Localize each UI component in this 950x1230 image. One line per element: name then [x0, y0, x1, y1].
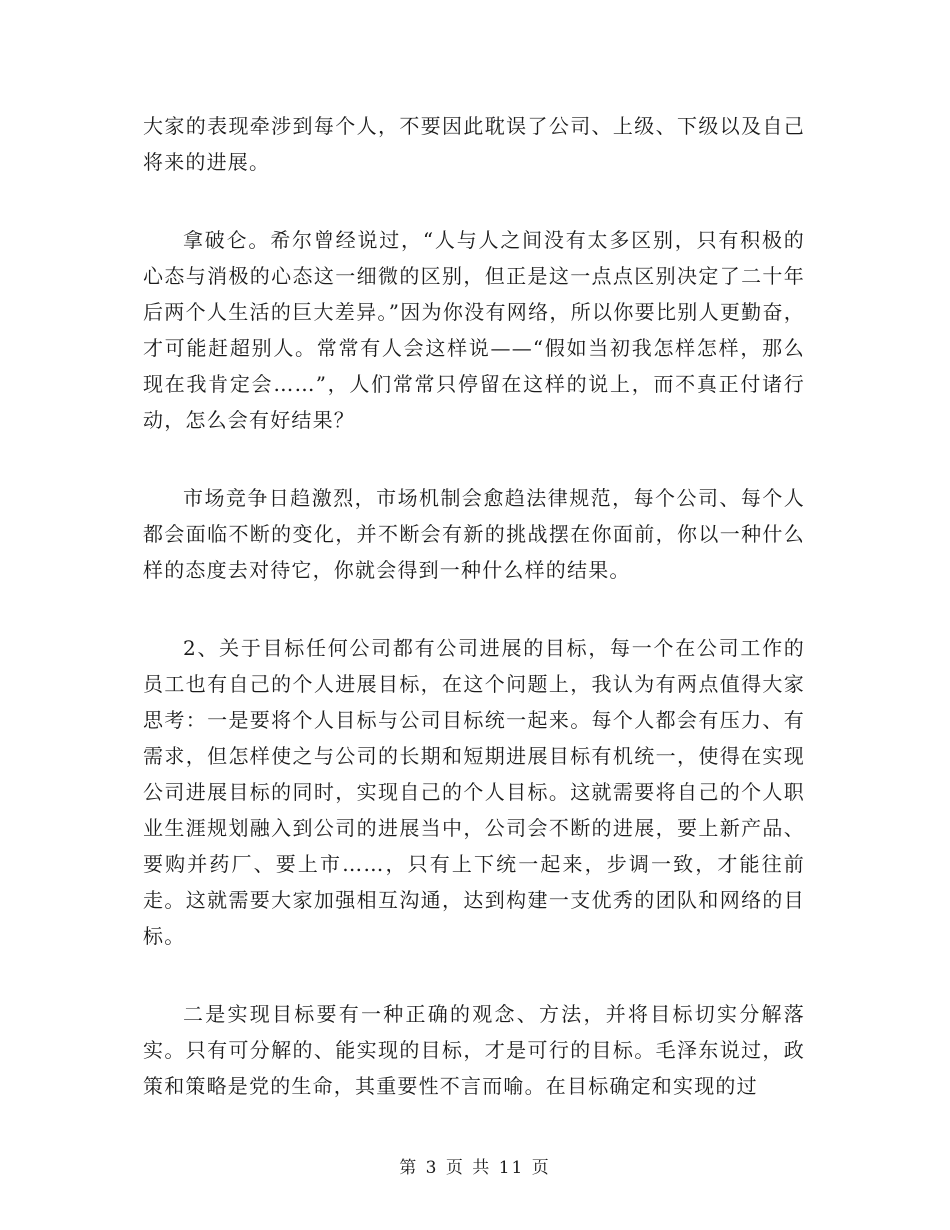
paragraph-1: 大家的表现牵涉到每个人，不要因此耽误了公司、上级、下级以及自己将来的进展。 [143, 114, 805, 174]
paragraph-5: 二是实现目标要有一种正确的观念、方法，并将目标切实分解落实。只有可分解的、能实现的目标，才是可行的目标。毛泽东说过，政策和策略是党的生命，其重要性不言而喻。在目标确定和实现的过 [143, 1002, 805, 1098]
paragraph-3: 市场竞争日趋激烈，市场机制会愈趋法律规范，每个公司、每个人都会面临不断的变化，并不断会有新的挑战摆在你面前，你以一种什么样的态度去对待它，你就会得到一种什么样的结果。 [143, 486, 805, 582]
document-body [143, 108, 805, 1146]
paragraph-4: 2、关于目标任何公司都有公司进展的目标，每一个在公司工作的员工也有自己的个人进展目标，在这个问题上，我认为有两点值得大家思考：一是要将个人目标与公司目标统一起来。每个人都会有压力、有需求，但怎样使之与公司的长期和短期进展目标有机统一，使得在实现公司进展目标的同时，实现自己的个人目标。这就需要将自己的个人职业生涯规划融入到公司的进展当中，公司会不断的进展，要上新产品、要购并药厂、要上市……，只有上下统一起来，步调一致，才能往前走。这就需要大家加强相互沟通，达到构建一支优秀的团队和网络的目标。 [143, 636, 805, 948]
paragraph-2: 拿破仑。希尔曾经说过，“人与人之间没有太多区别，只有积极的心态与消极的心态这一细微的区别，但正是这一点点区别决定了二十年后两个人生活的巨大差异。”因为你没有网络，所以你要比别人更勤奋，才可能赶超别人。常常有人会这样说——“假如当初我怎样怎样，那么现在我肯定会……”，人们常常只停留在这样的说上，而不真正付诸行动，怎么会有好结果？ [143, 228, 805, 432]
page-number-footer: 第 3 页 共 11 页 [399, 1158, 551, 1178]
